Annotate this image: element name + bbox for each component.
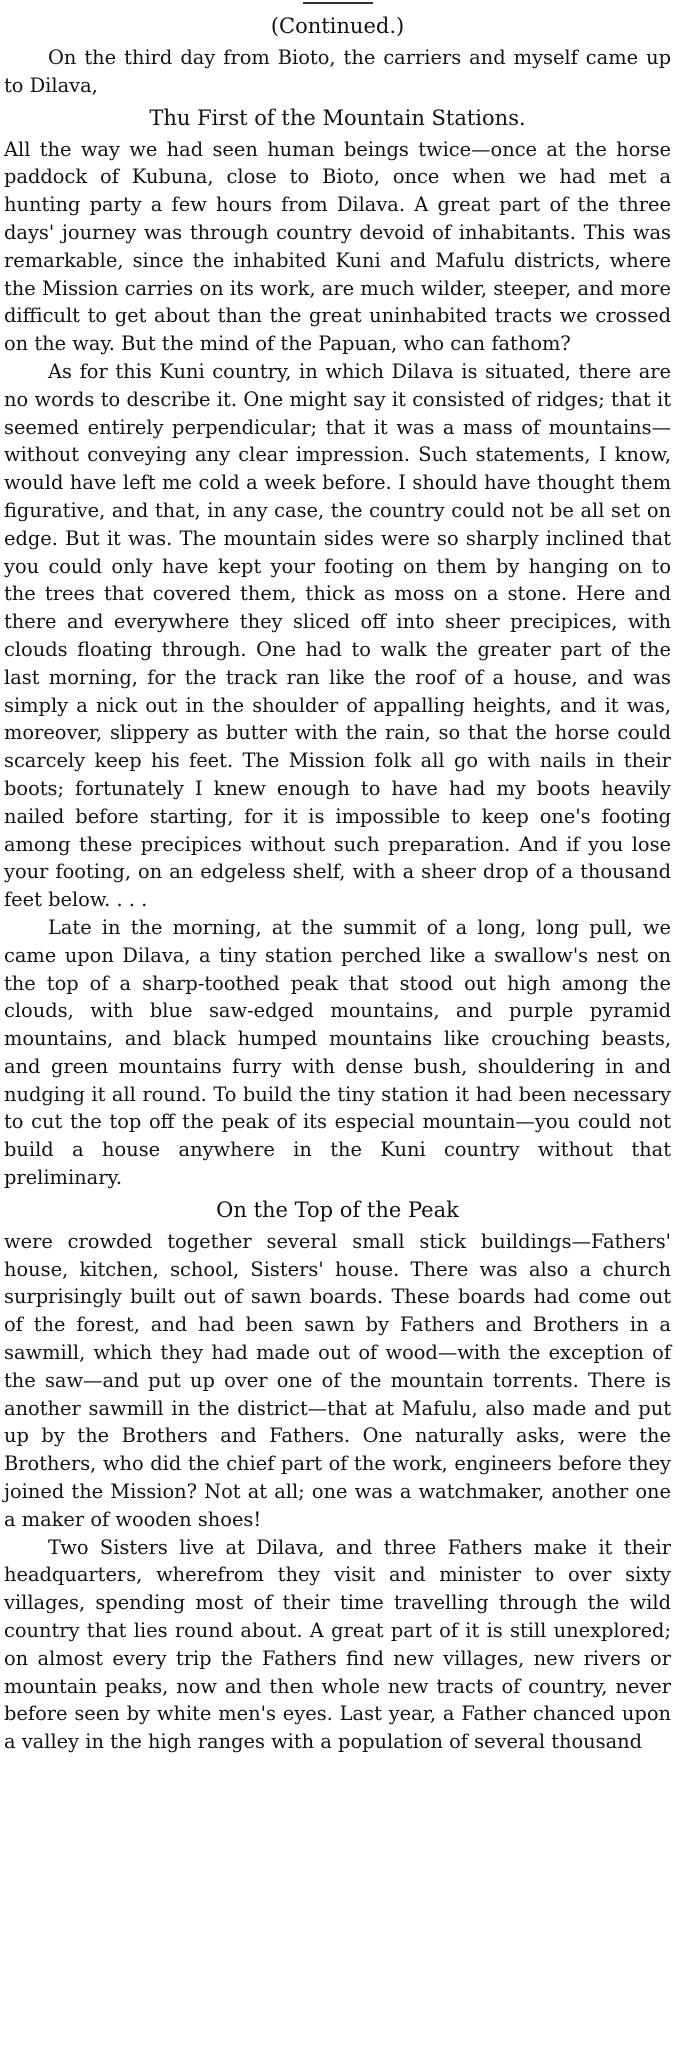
paragraph-5: were crowded together several small stick buildings—Fathers' house, kitchen, school, Sisters' house. There was also a church surprisingly built out of sawn boards. These boards had come out of the forest, and had been sawn by Fathers and Brothers in a sawmill, which they had made out of wood—with the exception of the saw—and put up over one of the mountain torrents. There is another sawmill in the district—that at Mafulu, also made and put up by the Brothers and Fathers. One naturally asks, were the Brothers, who did the chief part of the work, engineers before they joined the Mission? Not at all; one was a watchmaker, another one a maker of wooden shoes! — [4, 1229, 671, 1531]
paragraph-1: On the third day from Bioto, the carriers and myself came up to Dilava, — [4, 46, 671, 97]
paragraph-2: All the way we had seen human beings twice—once at the horse paddock of Kubuna, close to Bioto, once when we had met a hunting party a few hours from Dilava. A great part of the three days' journey was through country devoid of inhabitants. This was remarkable, since the inhabited Kuni and Mafulu districts, where the Mission carries on its work, are much wilder, steeper, and more difficult to get about than the great uninhabited tracts we crossed on the way. But the mind of the Papuan, who can fathom? — [4, 137, 671, 356]
subheading-top-of-peak: On the Top of the Peak — [216, 1197, 459, 1222]
paragraph-4: Late in the morning, at the summit of a long, long pull, we came upon Dilava, a tiny station perched like a swallow's nest on the top of a sharp-toothed peak that stood out high among the clouds, with blue saw-edged mountains, and purple pyramid mountains, and black humped mountains like crouching beasts, and green mountains furry with dense bush, shouldering in and nudging it all round. To build the tiny station it had been necessary to cut the top off the peak of its especial mountain—you could not build a house anywhere in the Kuni country without that preliminary. — [4, 915, 671, 1190]
continued-heading: (Continued.) — [270, 14, 405, 38]
top-rule — [303, 2, 373, 4]
subheading-first-mountain-station: Thu First of the Mountain Stations. — [149, 105, 526, 130]
paragraph-6: Two Sisters live at Dilava, and three Fathers make it their headquarters, wherefrom they visit and minister to over sixty villages, spending most of their time travelling through the wild country that lies round about. A great part of it is still unexplored; on almost every trip the Fathers find new villages, new rivers or mountain peaks, now and then whole new tracts of country, never before seen by white men's eyes. Last year, a Father chanced upon a valley in the high ranges with a population of several thousand — [4, 1535, 671, 1754]
paragraph-3: As for this Kuni country, in which Dilava is situated, there are no words to describe it. One might say it consisted of ridges; that it seemed entirely perpendicular; that it was a mass of mountains—without conveying any clear impression. Such statements, I know, would have left me cold a week before. I should have thought them figurative, and that, in any case, the country could not be all set on edge. But it was. The mountain sides were so sharply inclined that you could only have kept your footing on them by hanging on to the trees that covered them, thick as moss on a stone. Here and there and everywhere they sliced off into sheer precipices, with clouds floating through. One had to walk the greater part of the last morning, for the track ran like the roof of a house, and was simply a nick out in the shoulder of appalling heights, and it was, moreover, slippery as butter with the rain, so that the horse could scarcely keep his feet. The Mission folk all go with nails in their boots; fortunately I knew enough to have had my boots heavily nailed before starting, for it is impossible to keep one's footing among these precipices without such preparation. And if you lose your footing, on an edgeless shelf, with a sheer drop of a thousand feet below. . . . — [4, 359, 671, 912]
